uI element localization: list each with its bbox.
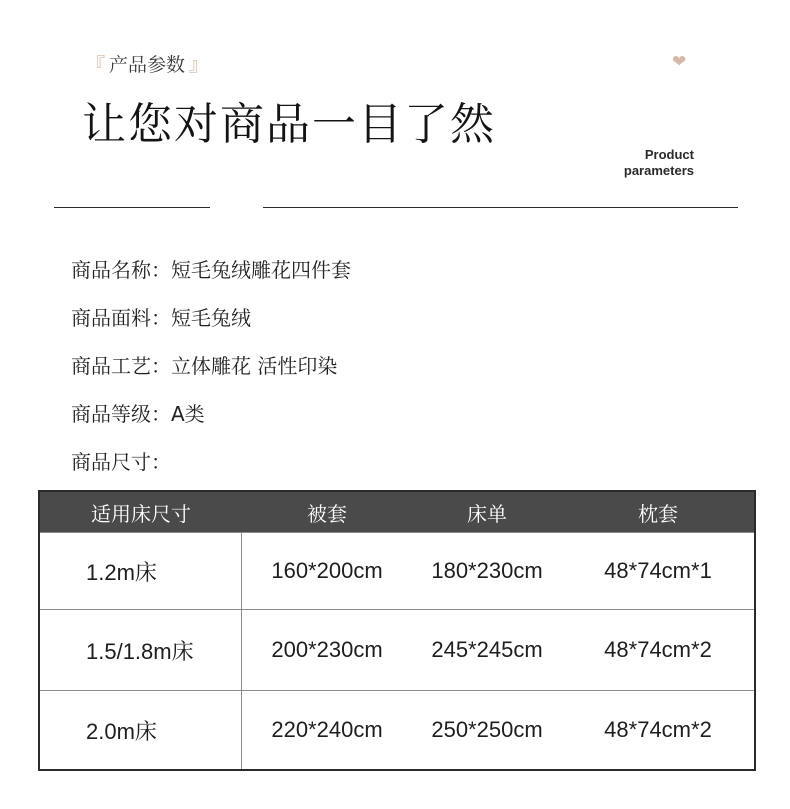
param-label: 商品工艺： [71,353,171,378]
param-row-size [71,436,351,484]
divider-left [54,207,210,208]
table-header [40,490,754,532]
tag-open-bracket: 『 [86,54,106,76]
divider-right [263,207,738,208]
table-row [40,609,754,690]
cell-duvet: 220*240cm [271,717,383,742]
page-title: 让您对商品一目了然 [82,99,496,150]
product-params-list [71,244,351,484]
cell-bed-size: 1.5/1.8m床 [40,610,242,690]
param-label: 商品等级： [71,401,171,426]
param-value: 短毛兔绒雕花四件套 [171,257,351,282]
param-value: 立体雕花 活性印染 [171,353,338,378]
header-cell-duvet: 被套 [307,501,347,526]
cell-pillowcase: 48*74cm*1 [604,558,712,583]
section-tag [86,50,208,77]
cell-sheet: 180*230cm [431,558,543,583]
cell-sheet: 245*245cm [431,637,543,662]
param-value: A类 [171,401,205,426]
table-row [40,532,754,609]
header-cell-pillowcase: 枕套 [638,501,678,526]
cell-duvet: 160*200cm [271,558,383,583]
tag-label: 产品参数 [109,54,186,76]
param-label: 商品尺寸： [71,449,171,474]
heart-icon: ❤ [672,52,687,72]
size-table [38,490,756,771]
param-label: 商品面料： [71,305,171,330]
cell-bed-size: 1.2m床 [40,533,242,609]
param-row-grade [71,388,351,436]
subtitle-line-1: Product [644,147,694,162]
param-label: 商品名称： [71,257,171,282]
cell-duvet: 200*230cm [271,637,383,662]
param-row-name [71,244,351,292]
cell-sheet: 250*250cm [431,717,543,742]
header-cell-sheet: 床单 [467,501,507,526]
cell-bed-size: 2.0m床 [40,691,242,769]
param-row-fabric [71,292,351,340]
param-value: 短毛兔绒 [171,305,251,330]
param-row-craft [71,340,351,388]
header-cell-bed-size: 适用床尺寸 [91,501,191,526]
cell-pillowcase: 48*74cm*2 [604,717,712,742]
tag-close-bracket: 』 [189,54,209,76]
table-row [40,690,754,769]
english-subtitle [624,147,694,179]
cell-pillowcase: 48*74cm*2 [604,637,712,662]
subtitle-line-2: parameters [623,163,694,178]
